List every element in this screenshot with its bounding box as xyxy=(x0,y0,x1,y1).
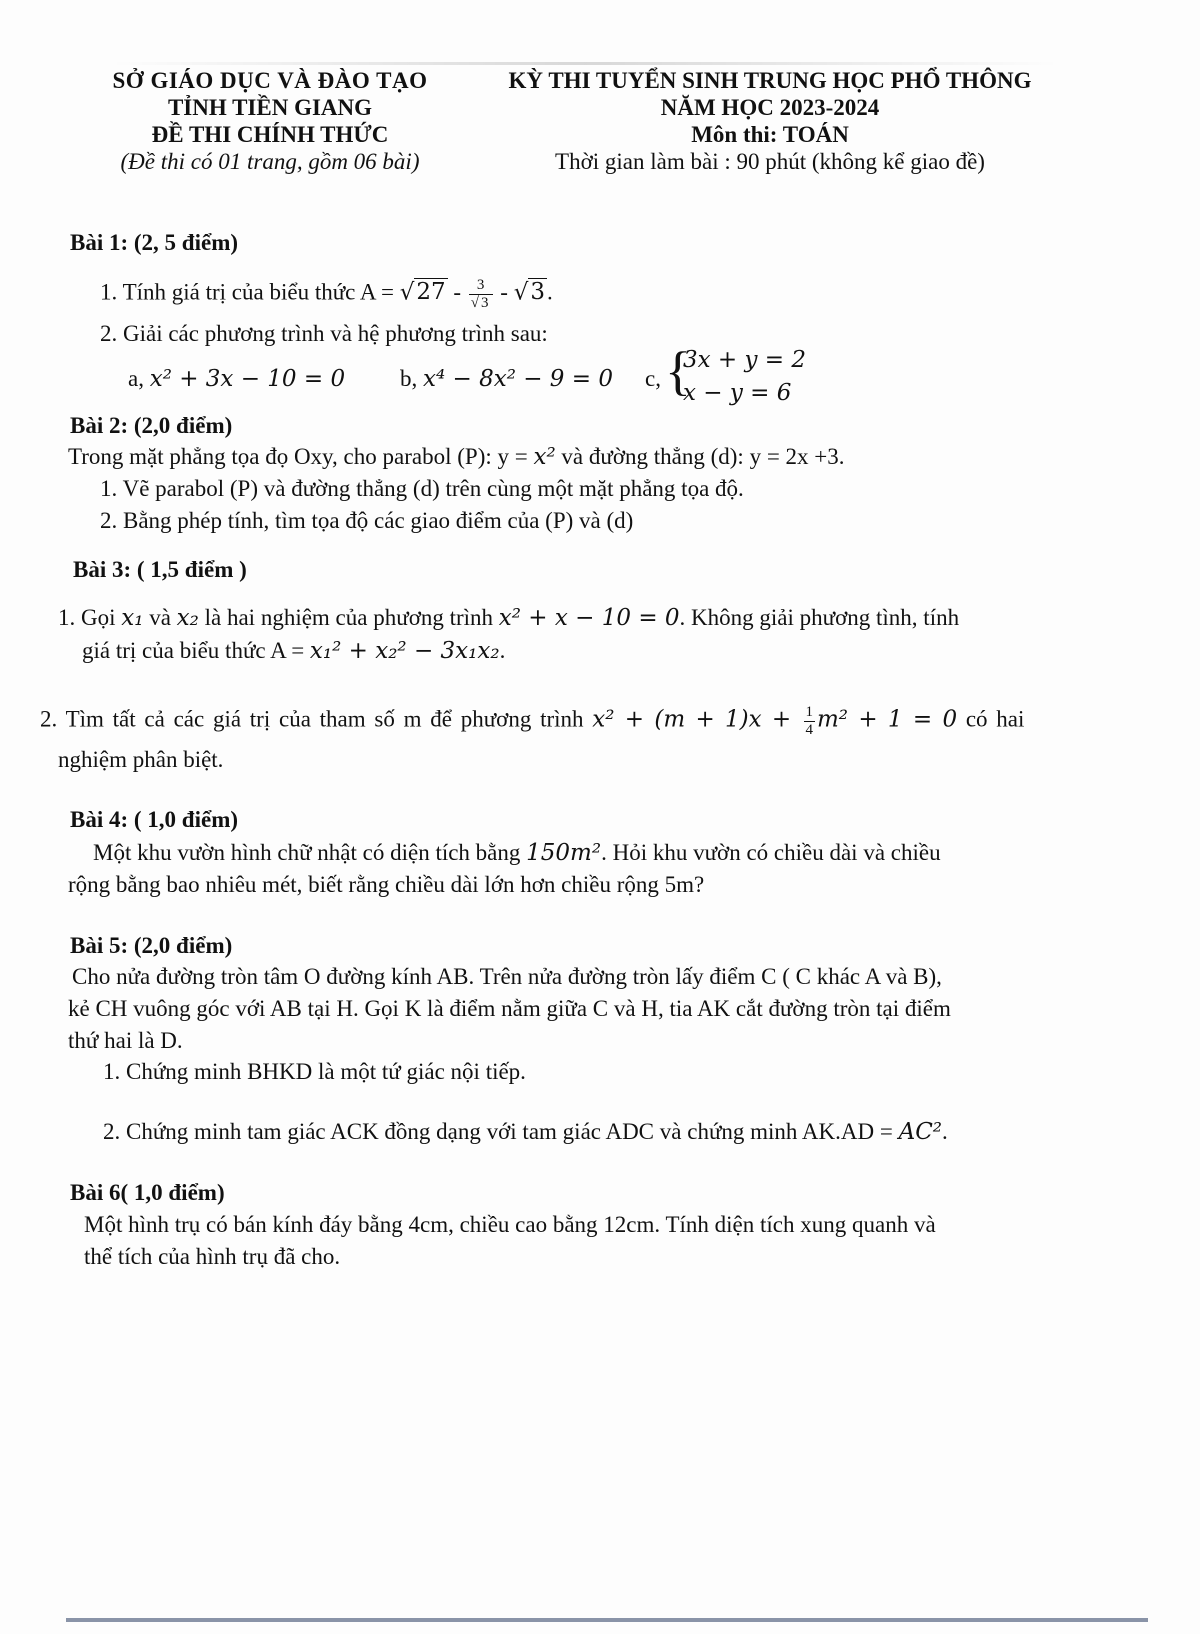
bai4-title: Bài 4: ( 1,0 điểm) xyxy=(70,807,239,832)
bai1-equation-a xyxy=(128,364,345,395)
bai5-title: Bài 5: (2,0 điểm) xyxy=(70,933,233,958)
bai1-q1-end: . xyxy=(547,279,553,305)
bai3-q1-line2-end: . xyxy=(499,638,506,663)
bai1-c-eq2: x − y = 6 xyxy=(683,380,792,406)
bai3-fraction xyxy=(804,704,816,738)
header-duration: Thời gian làm bài : 90 phút (không kể giao đề) xyxy=(555,149,985,174)
bai4-line1 xyxy=(93,838,941,869)
bai2-intro-text: Trong mặt phẳng tọa đọ Oxy, cho parabol (P): y = xyxy=(68,444,534,469)
bai1-frac-num: 3 xyxy=(469,277,493,295)
bai3-q1-d: . Không giải phương tình, tính xyxy=(679,605,960,630)
bai1-sqrt27: 27 xyxy=(416,279,446,306)
bai2-intro-suffix: và đường thẳng (d): y = 2x +3. xyxy=(555,444,845,469)
header-subject: Môn thi: TOÁN xyxy=(691,122,849,147)
bai1-sqrt3: 3 xyxy=(530,279,545,306)
bai3-title: Bài 3: ( 1,5 điểm ) xyxy=(73,557,247,582)
bai5-line2: kẻ CH vuông góc với AB tại H. Gọi K là điểm nằm giữa C và H, tia AK cắt đường tròn tại điểm xyxy=(68,996,951,1021)
bai1-minus: - xyxy=(447,279,467,305)
header-province: TỈNH TIỀN GIANG xyxy=(167,95,373,120)
bai3-q1-b: và xyxy=(143,605,177,630)
system-brace: { xyxy=(665,341,691,401)
header-page-note: (Đề thi có 01 trang, gồm 06 bài) xyxy=(120,149,420,174)
header-department: SỞ GIÁO DỤC VÀ ĐÀO TẠO xyxy=(112,68,428,93)
bai1-title: Bài 1: (2, 5 điểm) xyxy=(70,230,239,255)
header-school-year: NĂM HỌC 2023-2024 xyxy=(660,95,880,120)
bai3-q2-eq-a: x² + (m + 1)x + xyxy=(592,706,802,733)
bai3-question1 xyxy=(58,603,959,634)
header-official-exam: ĐỀ THI CHÍNH THỨC xyxy=(151,122,389,147)
bai3-q2-eq-b: m² + 1 = 0 xyxy=(817,706,958,733)
bai5-ac-squared: AC² xyxy=(898,1119,943,1145)
bai3-q1-c: là hai nghiệm của phương trình xyxy=(198,605,499,630)
bai1-a-label: a, xyxy=(128,366,150,391)
bai5-line3: thứ hai là D. xyxy=(68,1028,183,1053)
bai1-fraction: $\frac{3}{√ 3}$ xyxy=(469,277,493,311)
bai4-line1-a: Một khu vườn hình chữ nhật có diện tích bằng xyxy=(93,840,527,865)
bai1-b-label: b, xyxy=(400,366,423,391)
scan-edge-shadow xyxy=(110,62,1060,65)
bai2-question2: 2. Bằng phép tính, tìm tọa độ các giao điểm của (P) và (d) xyxy=(100,508,634,533)
bai1-minus2: - xyxy=(494,279,514,305)
bai3-q1-a: 1. Gọi xyxy=(58,605,122,630)
bai3-expression: x₁² + x₂² − 3x₁x₂ xyxy=(309,638,500,664)
bai2-title: Bài 2: (2,0 điểm) xyxy=(70,413,233,438)
bai1-equation-b xyxy=(400,364,613,395)
bai3-question2 xyxy=(40,704,1024,738)
bai3-q2-b: có hai xyxy=(957,706,1025,732)
bai3-x1: x₁ xyxy=(121,605,144,631)
bai3-x2: x₂ xyxy=(176,605,199,631)
bai6-line2: thể tích của hình trụ đã cho. xyxy=(84,1244,341,1269)
bai6-line1: Một hình trụ có bán kính đáy bằng 4cm, chiều cao bằng 12cm. Tính diện tích xung quanh và xyxy=(84,1212,936,1237)
bai1-c-label: c, xyxy=(645,366,661,391)
bai5-q2-end: . xyxy=(942,1119,948,1144)
bai3-frac-num: 1 xyxy=(805,704,813,720)
bai5-question2 xyxy=(103,1117,948,1148)
bai3-question2-line2: nghiệm phân biệt. xyxy=(58,747,224,772)
bai3-q1-line2-a: giá trị của biểu thức A = xyxy=(82,638,310,663)
bai3-eq: x² + x − 10 = 0 xyxy=(498,605,680,631)
bai6-title: Bài 6( 1,0 điểm) xyxy=(70,1180,225,1205)
bai2-intro xyxy=(68,442,845,473)
bai1-question1: 1. Tính giá trị của biểu thức A = √27 - $\frac{3}{√ 3}$ - √3. xyxy=(100,277,553,311)
bai5-question1: 1. Chứng minh BHKD là một tứ giác nội tiếp. xyxy=(103,1059,526,1084)
header-exam-name: KỲ THI TUYỂN SINH TRUNG HỌC PHỔ THÔNG xyxy=(508,68,1032,93)
bai5-line1: Cho nửa đường tròn tâm O đường kính AB. Trên nửa đường tròn lấy điểm C ( C khác A và B), xyxy=(72,964,942,989)
bai4-line1-b: . Hỏi khu vườn có chiều dài và chiều xyxy=(601,840,941,865)
bai4-area: 150m² xyxy=(526,840,602,866)
bai3-q2-a: 2. Tìm tất cả các giá trị của tham số m để phương trình xyxy=(40,706,593,732)
bai1-frac-den: 3 xyxy=(481,294,489,311)
bai3-frac-den: 4 xyxy=(805,721,813,738)
bai5-q2-text: 2. Chứng minh tam giác ACK đồng dạng với tam giác ADC và chứng minh AK.AD = xyxy=(103,1119,899,1144)
bai3-question1-line2 xyxy=(82,636,505,667)
bai1-q1-text: 1. Tính giá trị của biểu thức A = xyxy=(100,279,400,305)
bai1-question2: 2. Giải các phương trình và hệ phương trình sau: xyxy=(100,321,548,346)
bai2-parabola-expr: x² xyxy=(533,444,556,470)
bai1-b-eq: x⁴ − 8x² − 9 = 0 xyxy=(423,366,613,392)
bai1-c-eq1: 3x + y = 2 xyxy=(683,347,807,373)
bai2-question1: 1. Vẽ parabol (P) và đường thẳng (d) trên cùng một mặt phẳng tọa độ. xyxy=(100,476,744,501)
bai4-line2: rộng bằng bao nhiêu mét, biết rằng chiều dài lớn hơn chiều rộng 5m? xyxy=(68,872,705,897)
bai1-a-eq: x² + 3x − 10 = 0 xyxy=(149,366,346,392)
page-bottom-border xyxy=(66,1618,1148,1622)
